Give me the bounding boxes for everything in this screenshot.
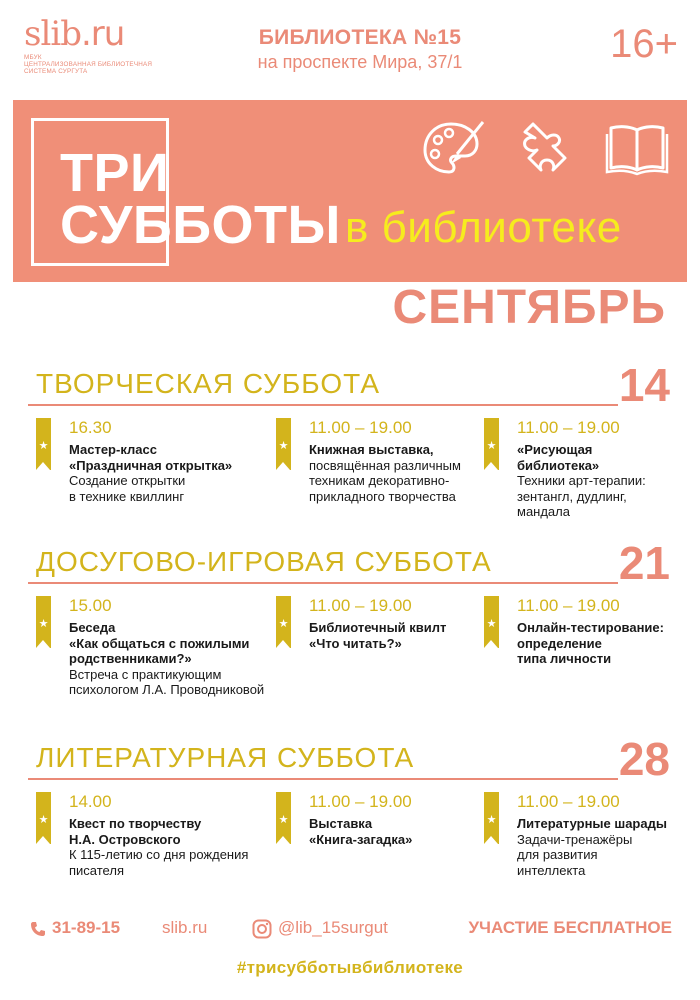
bookmark-marker — [36, 418, 51, 470]
logo-text: slib — [24, 14, 81, 54]
section-date: 21 — [618, 537, 670, 589]
event-title: Беседа «Как общаться с пожилыми родственниками?» — [69, 620, 250, 666]
bookmark-marker — [276, 418, 291, 470]
star-icon: ★ — [38, 618, 49, 630]
bookmark-marker — [484, 596, 499, 648]
website-link[interactable]: slib.ru — [162, 918, 208, 937]
age-rating: 16+ — [610, 22, 678, 66]
title-line-1: ТРИ — [60, 143, 170, 203]
bookmark-marker — [484, 792, 499, 844]
bookmark-marker — [276, 792, 291, 844]
event-description: посвящённая различным техникам декоративно- прикладного творчества — [309, 457, 461, 504]
section-date: 14 — [618, 359, 670, 411]
library-heading — [230, 26, 490, 73]
event-title: Выставка «Книга-загадка» — [309, 816, 413, 847]
title-line-2: СУББОТЫ — [60, 195, 341, 255]
bookmark-marker — [484, 418, 499, 470]
instagram-handle: @lib_15surgut — [278, 918, 388, 937]
logo-caption: МБУК ЦЕНТРАЛИЗОВАННАЯ БИБЛИОТЕЧНАЯ СИСТЕМА СУРГУТА — [24, 54, 153, 76]
contact-footer — [28, 914, 672, 944]
phone-icon — [30, 921, 46, 937]
palette-icon — [421, 118, 485, 178]
star-icon: ★ — [486, 618, 497, 630]
event-time: 11.00 – 19.00 — [517, 596, 620, 615]
section-divider — [28, 404, 618, 406]
event-title: Литературные шарады — [517, 816, 667, 831]
title-line-3: в библиотеке — [345, 203, 622, 252]
section-title: ДОСУГОВО-ИГРОВАЯ СУББОТА — [36, 546, 492, 577]
event-time: 11.00 – 19.00 — [309, 596, 412, 615]
hashtag: #трисубботывбиблиотеке — [236, 958, 464, 977]
section-date: 28 — [618, 733, 670, 785]
book-icon — [605, 118, 669, 178]
section-divider — [28, 778, 618, 780]
section-title: ЛИТЕРАТУРНАЯ СУББОТА — [36, 742, 415, 773]
event-title: Библиотечный квилт «Что читать?» — [309, 620, 447, 651]
event-description: К 115-летию со дня рождения писателя — [69, 847, 249, 878]
library-name: БИБЛИОТЕКА №15 — [258, 26, 462, 49]
library-address: на проспекте Мира, 37/1 — [257, 52, 463, 72]
bookmark-marker — [36, 792, 51, 844]
phone-number: 31-89-15 — [52, 918, 121, 937]
event-title: Онлайн-тестирование: определение типа личности — [517, 620, 664, 666]
event-time: 16.30 — [69, 418, 112, 437]
event-title: Мастер-класс «Праздничная открытка» — [69, 442, 233, 473]
instagram-icon — [252, 919, 272, 939]
event-time: 14.00 — [69, 792, 112, 811]
event-time: 11.00 – 19.00 — [309, 418, 412, 437]
free-participation: УЧАСТИЕ БЕСПЛАТНОЕ — [468, 918, 672, 937]
event-time: 11.00 – 19.00 — [517, 792, 620, 811]
event-time: 11.00 – 19.00 — [309, 792, 412, 811]
section-divider — [28, 582, 618, 584]
star-icon: ★ — [278, 814, 289, 826]
event-time: 11.00 – 19.00 — [517, 418, 620, 437]
month-heading: СЕНТЯБРЬ — [392, 281, 666, 334]
event-title: Книжная выставка, — [309, 442, 434, 457]
event-time: 15.00 — [69, 596, 112, 615]
library-logo — [24, 16, 184, 76]
bookmark-marker — [36, 596, 51, 648]
section-leisure — [28, 537, 672, 716]
event-description: Создание открытки в технике квиллинг — [69, 473, 186, 504]
event-description: Техники арт-терапии: зентангл, дудлинг, мандала — [517, 473, 646, 519]
section-literary — [28, 733, 672, 902]
star-icon: ★ — [38, 440, 49, 452]
bookmark-marker — [276, 596, 291, 648]
section-title: ТВОРЧЕСКАЯ СУББОТА — [36, 368, 380, 399]
event-description: Задачи-тренажёры для развития интеллекта — [517, 831, 633, 878]
logo-mark — [24, 16, 184, 52]
star-icon: ★ — [278, 440, 289, 452]
phone-contact — [30, 918, 120, 938]
puzzle-icon — [513, 118, 577, 178]
event-description: Встреча с практикующим психологом Л.А. Проводниковой — [69, 666, 265, 697]
event-title: Квест по творчеству Н.А. Островского — [69, 816, 202, 847]
star-icon: ★ — [486, 814, 497, 826]
logo-domain: .ru — [80, 14, 125, 54]
star-icon: ★ — [38, 814, 49, 826]
title-banner — [13, 100, 687, 282]
event-title: «Рисующая библиотека» — [517, 442, 600, 473]
instagram-contact[interactable] — [252, 918, 388, 939]
star-icon: ★ — [278, 618, 289, 630]
star-icon: ★ — [486, 440, 497, 452]
section-creative — [28, 359, 672, 538]
